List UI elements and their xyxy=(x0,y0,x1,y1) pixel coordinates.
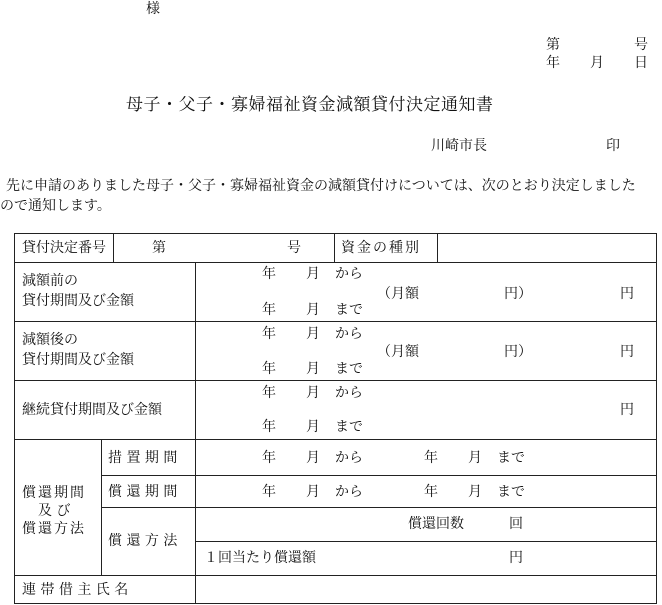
after-until-year: 年 xyxy=(262,361,276,377)
repay-count-label: 償還回数 xyxy=(408,516,464,532)
notice-line-1: 先に申請のありました母子・父子・寡婦福祉資金の減額貸付けについては、次のとおり決定しました xyxy=(6,178,636,194)
after-from-month: 月 xyxy=(306,326,320,342)
grace-from-year: 年 xyxy=(262,450,276,466)
after-monthly-suffix: 円） xyxy=(504,344,532,360)
doc-number-go: 号 xyxy=(634,37,648,53)
before-from-year: 年 xyxy=(262,266,276,282)
continuing-until-month: 月 xyxy=(306,419,320,435)
before-from-month: 月 xyxy=(306,266,320,282)
continuing-from-year: 年 xyxy=(262,385,276,401)
addressee-honorific: 様 xyxy=(146,1,160,17)
before-until-month: 月 xyxy=(306,302,320,318)
grace-until-year: 年 xyxy=(424,450,438,466)
repay-until: まで xyxy=(497,484,525,500)
table-border-bottom xyxy=(14,603,657,604)
repay-from-month: 月 xyxy=(306,484,320,500)
notice-line-2: ので通知します。 xyxy=(0,198,111,214)
issuer-name: 川崎市長 xyxy=(431,138,487,154)
per-payment-yen: 円 xyxy=(509,550,523,566)
per-payment-label: １回当たり償還額 xyxy=(204,550,316,566)
row-divider xyxy=(101,475,657,476)
repay-from-year: 年 xyxy=(262,484,276,500)
before-monthly-suffix: 円） xyxy=(504,286,532,302)
page-title: 母子・父子・寡婦福祉資金減額貸付決定通知書 xyxy=(126,95,494,115)
after-from-year: 年 xyxy=(262,326,276,342)
decision-number-dai: 第 xyxy=(152,240,166,256)
before-monthly-prefix: （月額 xyxy=(377,286,419,302)
continuing-from-month: 月 xyxy=(306,385,320,401)
before-from: から xyxy=(335,266,363,282)
grace-period-label: 措 置 期 間 xyxy=(108,450,178,466)
row-divider xyxy=(14,321,657,322)
repay-group-line1: 償還期間 xyxy=(22,485,86,501)
guarantor-label: 連 帯 借 主 氏 名 xyxy=(22,582,129,598)
decision-number-go: 号 xyxy=(287,240,301,256)
after-until-month: 月 xyxy=(306,361,320,377)
after-until: まで xyxy=(335,361,363,377)
before-until-year: 年 xyxy=(262,302,276,318)
col-divider xyxy=(437,233,438,262)
row-divider xyxy=(14,439,657,440)
repay-count-unit: 回 xyxy=(509,516,523,532)
col-divider xyxy=(195,439,196,603)
col-divider xyxy=(113,233,114,262)
fund-type-label: 資金の種別 xyxy=(341,240,421,256)
before-label-line1: 減額前の xyxy=(22,273,78,289)
repay-until-month: 月 xyxy=(468,484,482,500)
grace-until-month: 月 xyxy=(468,450,482,466)
date-month: 月 xyxy=(590,55,604,71)
col-divider xyxy=(334,233,335,262)
before-total-yen: 円 xyxy=(620,286,634,302)
grace-until: まで xyxy=(497,450,525,466)
continuing-until: まで xyxy=(335,419,363,435)
grace-from-month: 月 xyxy=(306,450,320,466)
after-monthly-prefix: （月額 xyxy=(377,344,419,360)
date-year: 年 xyxy=(546,55,560,71)
col-divider xyxy=(195,262,196,439)
before-until: まで xyxy=(335,302,363,318)
after-label-line2: 貸付期間及び金額 xyxy=(22,352,134,368)
continuing-until-year: 年 xyxy=(262,419,276,435)
repay-method-label: 償 還 方 法 xyxy=(108,533,178,549)
table-border-left xyxy=(14,233,15,604)
repay-from: から xyxy=(335,484,363,500)
grace-from: から xyxy=(335,450,363,466)
row-divider xyxy=(195,541,657,542)
after-from: から xyxy=(335,326,363,342)
decision-number-label: 貸付決定番号 xyxy=(22,240,106,256)
row-divider xyxy=(101,507,657,508)
after-total-yen: 円 xyxy=(620,344,634,360)
repay-until-year: 年 xyxy=(424,484,438,500)
notice-paragraph xyxy=(0,176,662,216)
doc-number-dai: 第 xyxy=(546,37,560,53)
continuing-label: 継続貸付期間及び金額 xyxy=(22,402,162,418)
row-divider xyxy=(14,262,657,263)
col-divider xyxy=(101,439,102,575)
before-label-line2: 貸付期間及び金額 xyxy=(22,293,134,309)
repay-period-label: 償 還 期 間 xyxy=(108,484,178,500)
date-day: 日 xyxy=(634,55,648,71)
repay-group-line2: 及 び xyxy=(38,503,71,519)
row-divider xyxy=(14,380,657,381)
continuing-total-yen: 円 xyxy=(620,402,634,418)
table-border-right xyxy=(656,233,657,604)
seal-mark: 印 xyxy=(606,138,620,154)
continuing-from: から xyxy=(335,385,363,401)
repay-group-line3: 償還方法 xyxy=(22,521,86,537)
table-border-top xyxy=(14,233,657,234)
after-label-line1: 減額後の xyxy=(22,332,78,348)
row-divider xyxy=(14,575,657,576)
